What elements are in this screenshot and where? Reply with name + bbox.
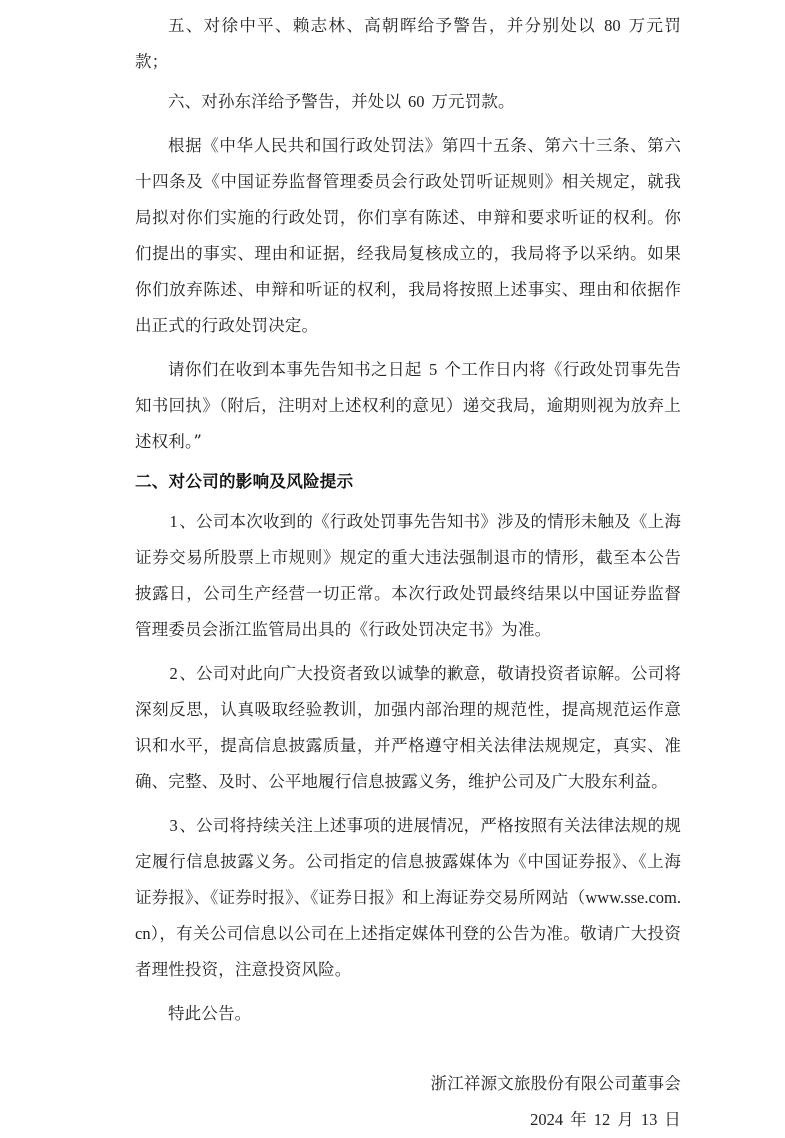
paragraph-item-six: 六、对孙东洋给予警告，并处以 60 万元罚款。 (168, 92, 515, 111)
paragraph-item-2: 2、公司对此向广大投资者致以诚挚的歉意，敬请投资者谅解。公司将深刻反思，认真吸取经验教训，加强内部治理的规范性，提高规范运作意识和水平，提高信息披露质量，并严格遵守相关法律法规规定，真实、准确、完整、及时、公平地履行信息披露义务，维护公司及广大股东利益。 (135, 664, 681, 791)
paragraph-receipt-notice: 请你们在收到本事先告知书之日起 5 个工作日内将《行政处罚事先告知书回执》（附后，注明对上述权利的意见）递交我局，逾期则视为放弃上述权利。” (135, 360, 681, 451)
spacer (135, 120, 681, 128)
spacer (135, 988, 681, 996)
spacer (135, 648, 681, 656)
document-content (135, 0, 681, 1138)
spacer (135, 344, 681, 352)
spacer (135, 800, 681, 808)
paragraph-closing: 特此公告。 (168, 1004, 252, 1023)
signature-block (135, 1066, 681, 1138)
paragraph-legal-basis: 根据《中华人民共和国行政处罚法》第四十五条、第六十三条、第六十四条及《中国证券监督管理委员会行政处罚听证规则》相关规定，就我局拟对你们实施的行政处罚，你们享有陈述、申辩和要求听证的权利。你们提出的事实、理由和证据，经我局复核成立的，我局将予以采纳。如果你们放弃陈述、申辩和听证的权利，我局将按照上述事实、理由和依据作出正式的行政处罚决定。 (135, 136, 681, 335)
paragraph-item-five: 五、对徐中平、赖志林、高朝晖给予警告，并分别处以 80 万元罚款； (135, 16, 681, 71)
signature-date: 2024 年 12 月 13 日 (530, 1110, 681, 1129)
paragraph-item-3: 3、公司将持续关注上述事项的进展情况，严格按照有关法律法规的规定履行信息披露义务。公司指定的信息披露媒体为《中国证券报》、《上海证券报》、《证券时报》、《证券日报》和上海证券交易所网站（www.sse.com.cn），有关公司信息以公司在上述指定媒体刊登的公告为准。敬请广大投资者理性投资，注意投资风险。 (135, 816, 681, 979)
signature-company-name: 浙江祥源文旅股份有限公司董事会 (430, 1074, 681, 1093)
paragraph-item-1: 1、公司本次收到的《行政处罚事先告知书》涉及的情形未触及《上海证券交易所股票上市规则》规定的重大违法强制退市的情形，截至本公告披露日，公司生产经营一切正常。本次行政处罚最终结果以中国证券监督管理委员会浙江监管局出具的《行政处罚决定书》为准。 (135, 512, 681, 639)
section-heading-impact-and-risk: 二、对公司的影响及风险提示 (135, 472, 354, 491)
